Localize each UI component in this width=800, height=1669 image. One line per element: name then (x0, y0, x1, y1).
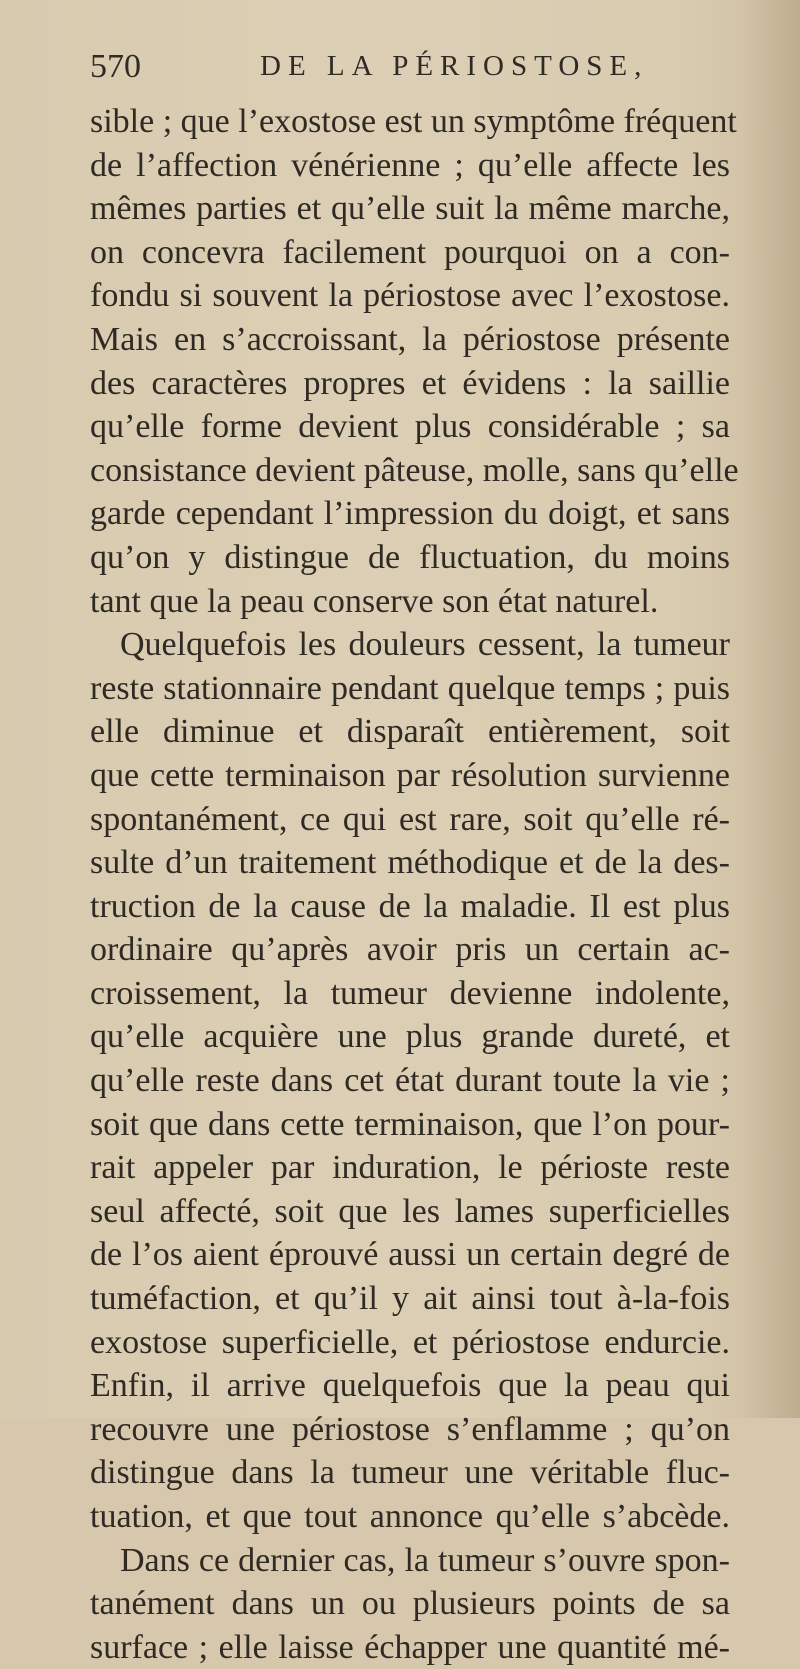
text-line: soit que dans cette terminaison, que l’on pour- (90, 1105, 730, 1143)
text-line: seul affecté, soit que les lames superficielles (90, 1192, 730, 1230)
page-number: 570 (90, 48, 141, 85)
text-line: Enfin, il arrive quelquefois que la peau qui (90, 1367, 730, 1405)
text-line: reste stationnaire pendant quelque temps ; puis (90, 669, 730, 707)
text-line: fondu si souvent la périostose avec l’exostose. (90, 277, 730, 315)
text-line: recouvre une périostose s’enflamme ; qu’on (90, 1410, 730, 1448)
text-line: ordinaire qu’après avoir pris un certain ac- (90, 931, 730, 969)
text-line: spontanément, ce qui est rare, soit qu’elle ré- (90, 800, 730, 838)
text-line: tuméfaction, et qu’il y ait ainsi tout à-la-fois (90, 1280, 730, 1318)
text-line: surface ; elle laisse échapper une quantité mé- (90, 1628, 730, 1666)
text-line: Mais en s’accroissant, la périostose présente (90, 320, 730, 358)
page-edge-shadow (740, 0, 800, 1418)
text-line: garde cependant l’impression du doigt, et sans (90, 495, 730, 533)
text-line: sible ; que l’exostose est un symptôme fréquent (90, 103, 737, 140)
body-text (90, 100, 739, 1669)
text-line: mêmes parties et qu’elle suit la même marche, (90, 190, 730, 228)
page-header (0, 40, 800, 90)
text-line: qu’elle forme devient plus considérable ; sa (90, 408, 730, 446)
running-head: DE LA PÉRIOSTOSE, (260, 50, 649, 82)
text-line: sulte d’un traitement méthodique et de la des- (90, 844, 730, 882)
text-line: qu’on y distingue de fluctuation, du moins (90, 538, 730, 576)
text-line: de l’affection vénérienne ; qu’elle affecte les (90, 146, 730, 184)
text-line: Quelquefois les douleurs cessent, la tumeur (120, 626, 730, 664)
text-line: qu’elle acquière une plus grande dureté, et (90, 1018, 730, 1056)
text-line: on concevra facilement pourquoi on a con- (90, 233, 730, 271)
text-line: des caractères propres et évidens : la saillie (90, 364, 730, 402)
text-line: tant que la peau conserve son état naturel. (90, 582, 659, 620)
text-line: tanément dans un ou plusieurs points de sa (90, 1585, 730, 1623)
text-line: truction de la cause de la maladie. Il est plus (90, 887, 730, 925)
text-line: consistance devient pâteuse, molle, sans qu’elle (90, 451, 739, 489)
text-line: tuation, et que tout annonce qu’elle s’abcède. (90, 1498, 730, 1535)
text-line: rait appeler par induration, le périoste reste (90, 1149, 730, 1187)
text-line: qu’elle reste dans cet état durant toute la vie ; (90, 1062, 730, 1100)
text-line: distingue dans la tumeur une véritable fluc- (90, 1454, 730, 1492)
text-line: que cette terminaison par résolution survienne (90, 756, 730, 794)
text-line: exostose superficielle, et périostose endurcie. (90, 1323, 730, 1361)
text-line: elle diminue et disparaît entièrement, soit (90, 713, 730, 751)
text-line: Dans ce dernier cas, la tumeur s’ouvre spon- (120, 1541, 730, 1579)
text-line: croissement, la tumeur devienne indolente, (90, 974, 730, 1012)
text-line: de l’os aient éprouvé aussi un certain degré de (90, 1236, 730, 1274)
